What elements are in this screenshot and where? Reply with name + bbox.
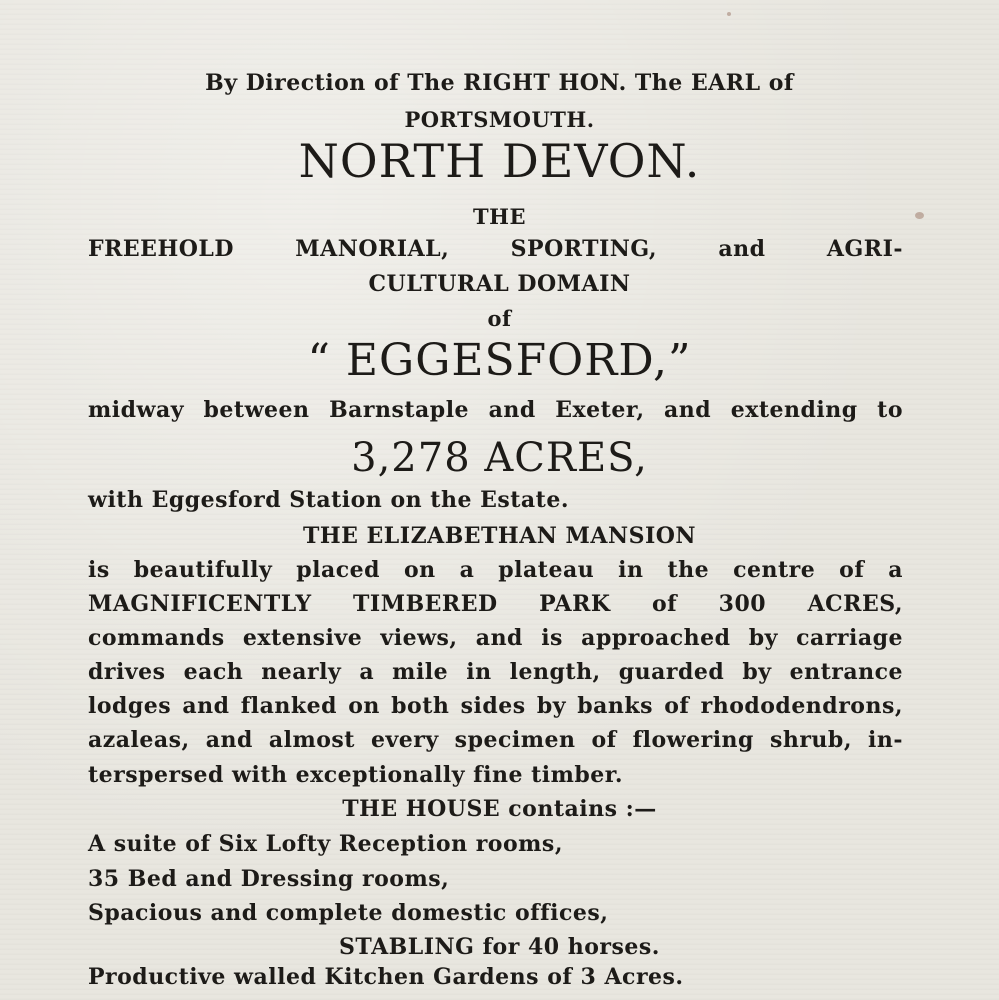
body-line-7: terspersed with exceptionally fine timber.	[88, 762, 624, 788]
freehold-line: FREEHOLD MANORIAL, SPORTING, and AGRI-	[88, 236, 903, 262]
mansion-heading: THE ELIZABETHAN MANSION	[302, 523, 697, 549]
headline-acres: 3,278 ACRES,	[351, 435, 648, 481]
midway-line: midway between Barnstaple and Exeter, and extending to	[88, 397, 903, 423]
of-line: of	[487, 306, 512, 331]
the-line: THE	[473, 204, 526, 229]
domain-line: CULTURAL DOMAIN	[368, 271, 631, 297]
stabling-line: STABLING for 40 horses.	[339, 934, 660, 960]
body-line-1: is beautifully placed on a plateau in the centre of a	[88, 557, 903, 583]
gardens-line: Productive walled Kitchen Gardens of 3 Acres.	[88, 964, 684, 990]
house-heading: THE HOUSE contains :—	[342, 796, 657, 822]
body-line-2: MAGNIFICENTLY TIMBERED PARK of 300 ACRES,	[88, 591, 903, 617]
house-item-2: 35 Bed and Dressing rooms,	[88, 866, 450, 892]
station-line: with Eggesford Station on the Estate.	[88, 487, 569, 513]
portsmouth-line: PORTSMOUTH.	[404, 107, 595, 132]
headline-north-devon: NORTH DEVON.	[298, 134, 701, 188]
body-line-4: drives each nearly a mile in length, guarded by entrance	[88, 659, 903, 685]
ink-spot	[727, 12, 731, 16]
body-line-6: azaleas, and almost every specimen of flowering shrub, in-	[88, 727, 903, 753]
house-item-3: Spacious and complete domestic offices,	[88, 900, 609, 926]
body-line-5: lodges and flanked on both sides by banks of rhododendrons,	[88, 693, 903, 719]
direction-line: By Direction of The RIGHT HON. The EARL of	[205, 70, 794, 96]
body-line-3: commands extensive views, and is approached by carriage	[88, 625, 903, 651]
house-item-1: A suite of Six Lofty Reception rooms,	[88, 831, 563, 857]
headline-eggesford: “ EGGESFORD,”	[307, 335, 692, 386]
